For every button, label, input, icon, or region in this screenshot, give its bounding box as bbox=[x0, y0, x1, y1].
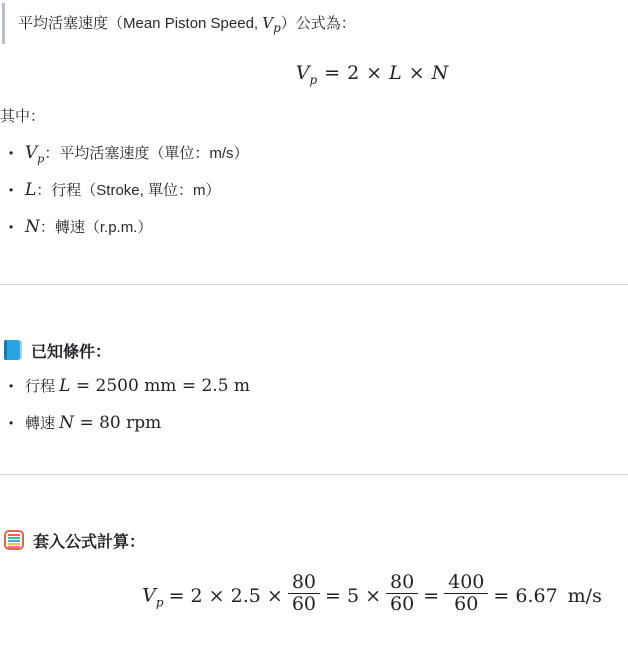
formula-calculation bbox=[0, 571, 628, 618]
bullet-dot: • bbox=[9, 379, 14, 393]
fraction-numerator: 80 bbox=[390, 571, 415, 593]
calc-var-v: V bbox=[142, 584, 156, 607]
formula-var-v: V bbox=[295, 62, 310, 84]
known-zh-label: 行程 bbox=[25, 378, 60, 395]
def-var-n: N bbox=[25, 217, 40, 237]
times-sign: × bbox=[366, 62, 383, 84]
intro-text-suffix: ）公式為： bbox=[280, 15, 356, 32]
intro-text-prefix: 平均活塞速度（Mean Piston Speed, bbox=[18, 15, 263, 32]
fraction-numerator: 80 bbox=[291, 571, 316, 593]
calc-result: = 6.67 bbox=[493, 584, 558, 607]
fraction-denominator: 60 bbox=[288, 593, 320, 615]
divider bbox=[0, 284, 628, 285]
calc-step-1: = 2 × 2.5 × bbox=[168, 584, 283, 607]
def-text: ：轉速（r.p.m.） bbox=[39, 219, 153, 236]
known-conditions-heading bbox=[4, 339, 628, 361]
def-var-vp: V bbox=[25, 143, 38, 163]
known-zh-label: 轉速 bbox=[25, 415, 60, 432]
def-var-vp-sub: p bbox=[37, 152, 45, 166]
fraction-denominator: 60 bbox=[444, 593, 488, 615]
bullet-dot: • bbox=[9, 183, 14, 197]
fraction-numerator: 400 bbox=[448, 571, 485, 593]
calculation-title: 套入公式計算： bbox=[33, 533, 146, 551]
list-item bbox=[0, 215, 628, 239]
fraction-400-60 bbox=[444, 572, 488, 615]
list-item bbox=[0, 411, 628, 435]
intro-var-vp: V bbox=[262, 14, 274, 32]
known-conditions-list bbox=[0, 374, 628, 435]
known-value: = 2500 mm = 2.5 m bbox=[70, 376, 251, 396]
bullet-dot: • bbox=[9, 220, 14, 234]
fraction-80-60 bbox=[386, 572, 418, 615]
list-item bbox=[0, 141, 628, 165]
known-value: = 80 rpm bbox=[74, 413, 162, 433]
fraction-denominator: 60 bbox=[386, 593, 418, 615]
formula-var-n: N bbox=[431, 62, 449, 84]
list-item bbox=[0, 374, 628, 398]
calc-var-v-sub: p bbox=[155, 595, 164, 610]
intro-blockquote bbox=[2, 3, 628, 44]
def-var-l: L bbox=[25, 180, 37, 200]
result-unit: m/s bbox=[567, 584, 602, 607]
def-text: ：行程（Stroke, 單位：m） bbox=[36, 182, 221, 199]
calc-step-2: = 5 × bbox=[325, 584, 382, 607]
bullet-dot: • bbox=[9, 146, 14, 160]
equals-sign: = bbox=[423, 584, 440, 607]
abacus-icon bbox=[4, 530, 24, 550]
formula-var-l: L bbox=[389, 62, 402, 84]
times-sign: × bbox=[408, 62, 425, 84]
formula-mean-piston-speed bbox=[0, 59, 628, 87]
intro-var-vp-sub: p bbox=[273, 21, 281, 35]
blue-book-icon bbox=[4, 340, 22, 360]
known-var-n: N bbox=[59, 413, 75, 433]
list-item bbox=[0, 178, 628, 202]
coefficient-two: 2 bbox=[347, 62, 360, 84]
def-text: ：平均活塞速度（單位：m/s） bbox=[44, 145, 249, 162]
known-var-l: L bbox=[59, 376, 71, 396]
calculation-heading bbox=[4, 529, 628, 551]
known-conditions-title: 已知條件： bbox=[31, 343, 112, 361]
divider bbox=[0, 474, 628, 475]
bullet-dot: • bbox=[9, 416, 14, 430]
among-label: 其中： bbox=[0, 108, 46, 125]
fraction-80-60 bbox=[288, 572, 320, 615]
definitions-list bbox=[0, 141, 628, 239]
equals-sign: = bbox=[324, 62, 341, 84]
formula-var-v-sub: p bbox=[309, 72, 318, 87]
